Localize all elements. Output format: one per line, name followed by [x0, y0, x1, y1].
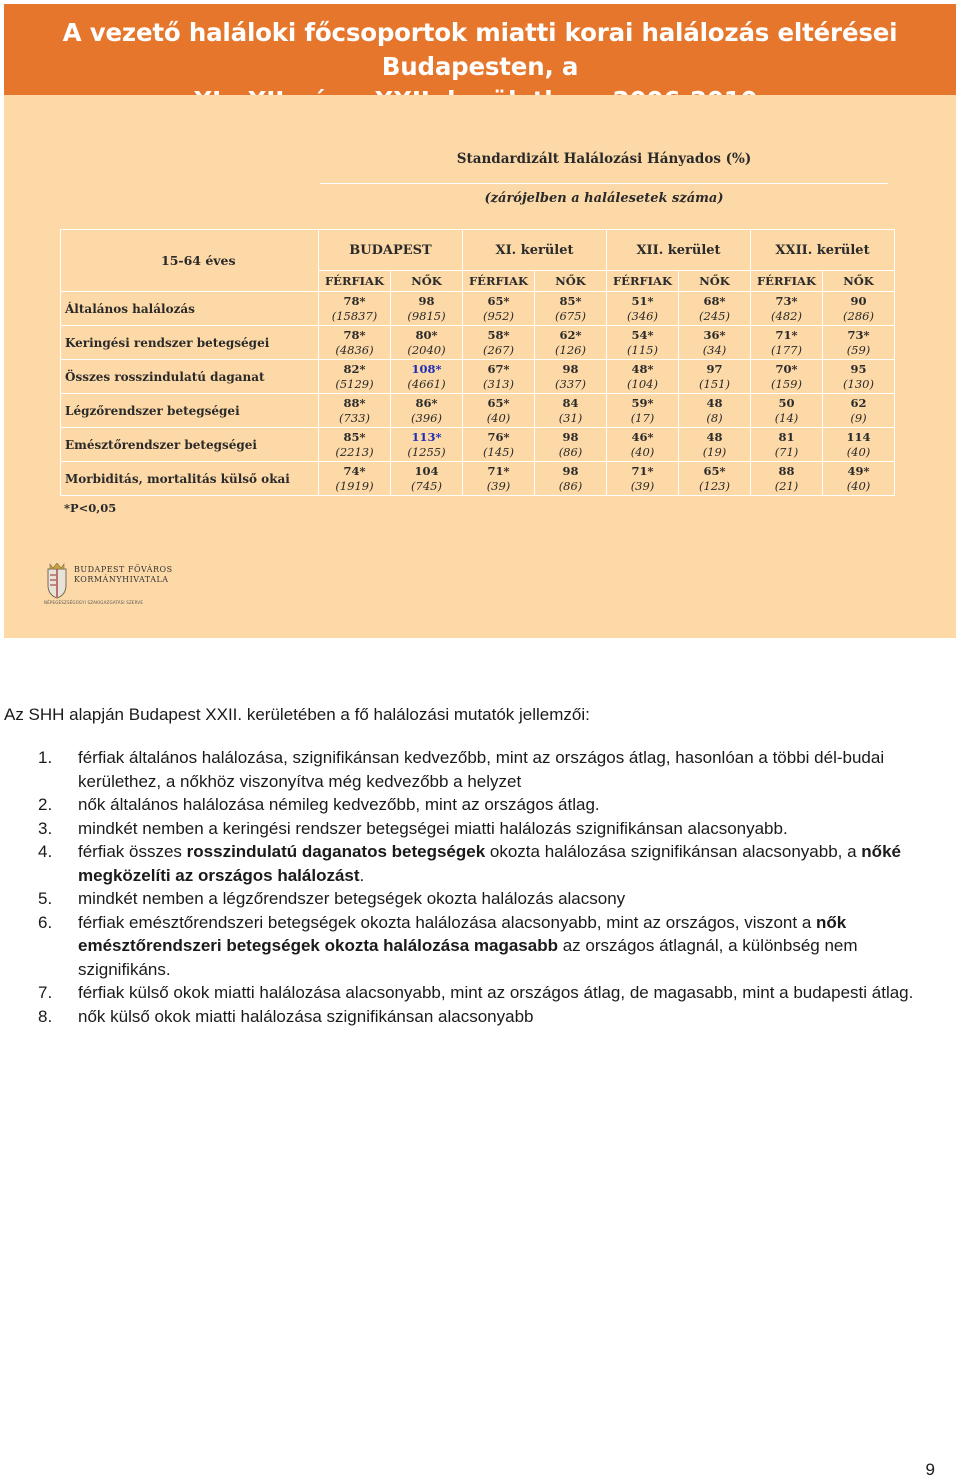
table-cell [607, 360, 679, 394]
table-row [61, 462, 895, 496]
death-count: (313) [483, 376, 514, 391]
list-text: okozta halálozása szignifikánsan alacsonyabb, a [485, 842, 862, 861]
smr-value: 88 [778, 463, 795, 478]
table-cell [823, 394, 895, 428]
table-row [61, 292, 895, 326]
smr-value: 98 [562, 429, 579, 444]
death-count: (745) [411, 478, 442, 493]
list-text: mindkét nemben a légzőrendszer betegségek okozta halálozás alacsony [78, 889, 626, 908]
smr-value: 80* [415, 327, 438, 342]
smr-value: 46* [631, 429, 654, 444]
table-cell [463, 394, 535, 428]
list-item [0, 981, 930, 1005]
death-count: (40) [846, 478, 871, 493]
smr-value: 49* [847, 463, 870, 478]
smr-value: 71* [775, 327, 798, 342]
smr-value: 95 [850, 361, 867, 376]
smr-value: 59* [631, 395, 654, 410]
region-header-xii: XII. kerület [607, 230, 751, 271]
death-count: (115) [627, 342, 658, 357]
death-count: (9) [850, 410, 867, 425]
death-count: (145) [483, 444, 514, 459]
table-cell [535, 394, 607, 428]
list-item [0, 911, 930, 982]
death-count: (733) [339, 410, 370, 425]
logo-text [74, 565, 173, 585]
slide-header [4, 4, 956, 95]
smr-value: 65* [703, 463, 726, 478]
death-count: (71) [774, 444, 799, 459]
smr-value: 84 [562, 395, 579, 410]
list-item [0, 1005, 930, 1029]
table-subtitle: (zárójelben a halálesetek száma) [484, 191, 724, 206]
table-cell [463, 292, 535, 326]
table-cell [391, 394, 463, 428]
smr-value: 74* [343, 463, 366, 478]
smr-value: 73* [775, 293, 798, 308]
sex-header: FÉRFIAK [751, 271, 823, 292]
list-item [0, 887, 930, 911]
list-number: 8. [38, 1006, 53, 1026]
smr-value: 78* [343, 327, 366, 342]
table-title: Standardizált Halálozási Hányados (%) [456, 151, 752, 167]
death-count: (267) [483, 342, 514, 357]
region-header-budapest: BUDAPEST [319, 230, 463, 271]
table-cell [535, 360, 607, 394]
death-count: (8) [706, 410, 723, 425]
list-text: nők általános halálozása némileg kedvezőbb, mint az országos átlag. [78, 795, 600, 814]
sex-header: NŐK [535, 271, 607, 292]
smr-value: 108* [411, 361, 442, 376]
smr-value: 97 [706, 361, 723, 376]
death-count: (286) [843, 308, 874, 323]
table-cell [751, 394, 823, 428]
death-count: (151) [699, 376, 730, 391]
list-text: mindkét nemben a keringési rendszer betegségei miatti halálozás szignifikánsan alacsonyabb. [78, 818, 788, 838]
table-cell [823, 428, 895, 462]
death-count: (19) [702, 444, 727, 459]
death-count: (337) [555, 376, 586, 391]
death-count: (123) [699, 478, 730, 493]
death-count: (9815) [407, 308, 446, 323]
table-cell [607, 462, 679, 496]
logo-small-text: NÉPEGÉSZSÉGÜGYI SZAKIGAZGATÁSI SZERVE [44, 600, 144, 605]
table-cell [823, 462, 895, 496]
list-number: 3. [38, 818, 53, 838]
smr-value: 73* [847, 327, 870, 342]
smr-value: 114 [846, 429, 871, 444]
smr-value: 48 [706, 429, 723, 444]
table-cell [319, 326, 391, 360]
table-cell [679, 462, 751, 496]
death-count: (952) [483, 308, 514, 323]
death-count: (396) [411, 410, 442, 425]
death-count: (14) [774, 410, 799, 425]
table-cell [751, 292, 823, 326]
table-cell [607, 326, 679, 360]
table-cell [751, 462, 823, 496]
list-text: férfiak külső okok miatti halálozása alacsonyabb, mint az országos átlag, de magasabb, mint a budapesti átlag. [78, 983, 914, 1002]
row-label: Általános halálozás [61, 292, 319, 326]
death-count: (104) [627, 376, 658, 391]
death-count: (39) [486, 478, 511, 493]
table-cell [679, 360, 751, 394]
smr-value: 78* [343, 293, 366, 308]
death-count: (4661) [407, 376, 446, 391]
list-text: férfiak általános halálozása, szignifikánsan kedvezőbb, mint az országos átlag, hasonlóan a többi dél-budai kerülethez, a nőkhöz viszonyítva még kedvezőbb a helyzet [78, 748, 885, 791]
table-cell [679, 428, 751, 462]
list-text: férfiak összes [78, 842, 187, 861]
smr-value: 48* [631, 361, 654, 376]
table-cell [607, 292, 679, 326]
table-title-divider [320, 183, 888, 184]
slide-image [4, 4, 956, 638]
table-cell [319, 292, 391, 326]
region-header-xxii: XXII. kerület [751, 230, 895, 271]
logo-line1: BUDAPEST FŐVÁROS [74, 565, 173, 574]
death-count: (15837) [331, 308, 378, 323]
sex-header: NŐK [679, 271, 751, 292]
table-cell [679, 326, 751, 360]
table-cell [535, 428, 607, 462]
table-cell [319, 428, 391, 462]
death-count: (245) [699, 308, 730, 323]
row-label: Emésztőrendszer betegségei [61, 428, 319, 462]
death-count: (31) [558, 410, 583, 425]
list-item [0, 840, 930, 887]
table-cell [391, 360, 463, 394]
smr-value: 68* [703, 293, 726, 308]
list-text: nők külső okok miatti halálozása szignifikánsan alacsonyabb [78, 1006, 534, 1026]
list-text: férfiak emésztőrendszeri betegségek okozta halálozása alacsonyabb, mint az országos, viszont a [78, 912, 817, 932]
smr-value: 85* [559, 293, 582, 308]
smr-value: 71* [631, 463, 654, 478]
smr-value: 90 [850, 293, 867, 308]
emphasized-text: rosszindulatú daganatos betegségek [186, 842, 486, 861]
smr-value: 50 [778, 395, 795, 410]
list-number: 1. [38, 748, 53, 767]
table-cell [823, 360, 895, 394]
smr-value: 62* [559, 327, 582, 342]
smr-value: 104 [414, 463, 439, 478]
table-cell [823, 326, 895, 360]
list-number: 4. [38, 842, 53, 861]
smr-value: 98 [418, 293, 435, 308]
table-cell [751, 360, 823, 394]
table-cell [463, 360, 535, 394]
smr-value: 81 [778, 429, 795, 444]
list-number: 5. [38, 889, 53, 908]
smr-value: 51* [631, 293, 654, 308]
table-cell [823, 292, 895, 326]
smr-value: 58* [487, 327, 510, 342]
smr-value: 36* [703, 327, 726, 342]
table-cell [463, 428, 535, 462]
table-cell [391, 428, 463, 462]
death-count: (177) [771, 342, 802, 357]
table-cell [679, 292, 751, 326]
death-count: (675) [555, 308, 586, 323]
death-count: (346) [627, 308, 658, 323]
death-count: (17) [630, 410, 655, 425]
list-item [0, 746, 930, 793]
list-number: 2. [38, 795, 53, 814]
death-count: (40) [486, 410, 511, 425]
table-cell [535, 326, 607, 360]
table-row [61, 394, 895, 428]
government-office-logo [44, 563, 194, 613]
table-row [61, 326, 895, 360]
table-cell [463, 462, 535, 496]
death-count: (126) [555, 342, 586, 357]
death-count: (21) [774, 478, 799, 493]
smr-value: 88* [343, 395, 366, 410]
age-group-label: 15-64 éves [61, 230, 319, 292]
table-cell [319, 360, 391, 394]
smr-value: 113* [411, 429, 442, 444]
table-cell [535, 292, 607, 326]
death-count: (86) [558, 478, 583, 493]
death-count: (5129) [335, 376, 374, 391]
death-count: (1919) [335, 478, 374, 493]
death-count: (159) [771, 376, 802, 391]
smr-value: 71* [487, 463, 510, 478]
death-count: (4836) [335, 342, 374, 357]
page-number: 9 [925, 1460, 935, 1479]
smr-value: 54* [631, 327, 654, 342]
logo-line2: KORMÁNYHIVATALA [74, 575, 169, 584]
list-number: 7. [38, 983, 53, 1002]
table-cell [607, 394, 679, 428]
death-count: (130) [843, 376, 874, 391]
smr-value: 76* [487, 429, 510, 444]
smr-value: 48 [706, 395, 723, 410]
smr-value: 82* [343, 361, 366, 376]
smr-value: 86* [415, 395, 438, 410]
table-cell [319, 394, 391, 428]
row-label: Morbiditás, mortalitás külső okai [61, 462, 319, 496]
table-row [61, 360, 895, 394]
smr-value: 65* [487, 395, 510, 410]
coat-of-arms-icon [44, 563, 70, 599]
row-label: Összes rosszindulatú daganat [61, 360, 319, 394]
death-count: (86) [558, 444, 583, 459]
smr-value: 67* [487, 361, 510, 376]
list-item [0, 817, 930, 841]
smr-value: 85* [343, 429, 366, 444]
mortality-table [60, 229, 895, 496]
list-text: . [359, 865, 365, 885]
death-count: (2040) [407, 342, 446, 357]
sex-header: FÉRFIAK [463, 271, 535, 292]
death-count: (40) [630, 444, 655, 459]
death-count: (34) [702, 342, 727, 357]
findings-list [0, 746, 930, 1028]
sex-header: FÉRFIAK [607, 271, 679, 292]
smr-value: 65* [487, 293, 510, 308]
slide-body [4, 95, 956, 638]
smr-value: 70* [775, 361, 798, 376]
list-number: 6. [38, 912, 53, 932]
smr-value: 98 [562, 361, 579, 376]
table-cell [607, 428, 679, 462]
table-cell [679, 394, 751, 428]
death-count: (40) [846, 444, 871, 459]
death-count: (1255) [407, 444, 446, 459]
table-cell [319, 462, 391, 496]
death-count: (2213) [335, 444, 374, 459]
table-cell [391, 462, 463, 496]
death-count: (482) [771, 308, 802, 323]
sex-header: NŐK [391, 271, 463, 292]
table-cell [751, 428, 823, 462]
sex-header: FÉRFIAK [319, 271, 391, 292]
significance-footnote: *P<0,05 [64, 501, 117, 515]
row-label: Légzőrendszer betegségei [61, 394, 319, 428]
smr-value: 98 [562, 463, 579, 478]
row-label: Keringési rendszer betegségei [61, 326, 319, 360]
table-row [61, 428, 895, 462]
table-cell [535, 462, 607, 496]
intro-paragraph: Az SHH alapján Budapest XXII. kerületében a fő halálozási mutatók jellemzői: [4, 705, 590, 724]
table-cell [463, 326, 535, 360]
region-header-xi: XI. kerület [463, 230, 607, 271]
table-cell [391, 326, 463, 360]
list-text: az országos átlagnál, a különbség nem szignifikáns. [78, 936, 858, 979]
slide-title-line1: A vezető haláloki főcsoportok miatti korai halálozás eltérései Budapesten, a [62, 18, 898, 81]
emphasized-text: nőké megközelíti az országos halálozást [78, 842, 901, 885]
death-count: (59) [846, 342, 871, 357]
list-item [0, 793, 930, 817]
table-cell [391, 292, 463, 326]
death-count: (39) [630, 478, 655, 493]
emphasized-text: nők emésztőrendszeri betegségek okozta halálozása magasabb [78, 912, 847, 955]
smr-value: 62 [850, 395, 867, 410]
sex-header: NŐK [823, 271, 895, 292]
table-cell [751, 326, 823, 360]
